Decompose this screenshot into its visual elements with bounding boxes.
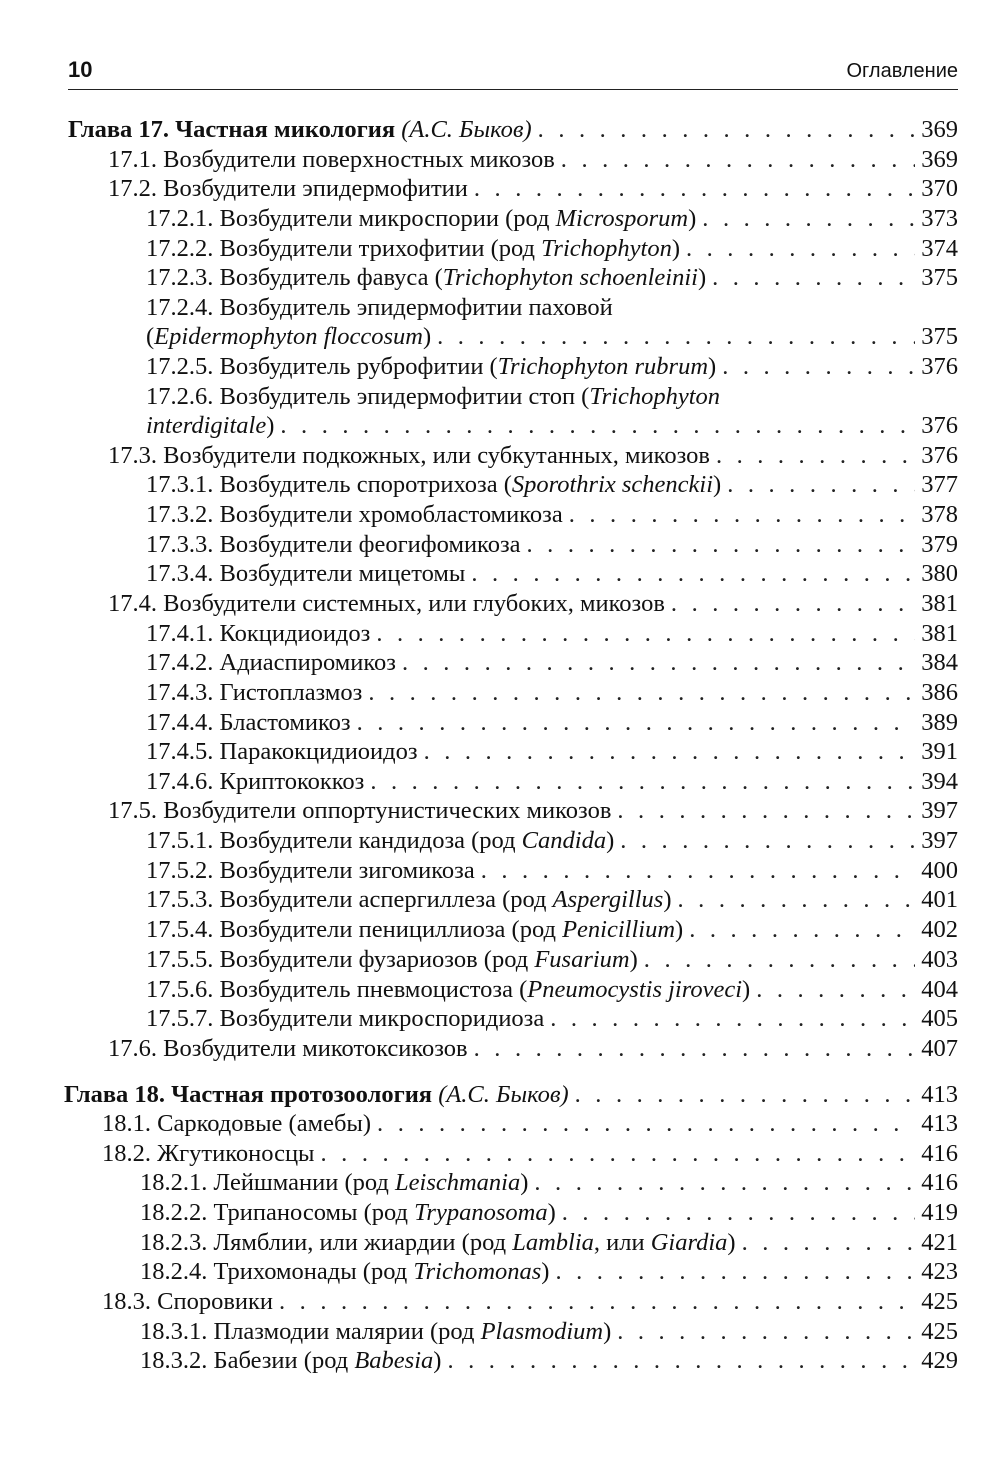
entry-title: 17.3.1. Возбудитель споротрихоза (Sporothrix schenckii): [146, 471, 722, 498]
entry-title: 17.2.2. Возбудители трихофитии (род Trichophyton): [146, 235, 680, 262]
toc-entry-line1[interactable]: [146, 383, 958, 413]
entry-title: 17.5.2. Возбудители зигомикоза: [146, 857, 475, 884]
dot-leader: [527, 531, 916, 559]
toc-entry[interactable]: [146, 471, 958, 501]
toc-entry-line2[interactable]: [146, 412, 958, 442]
toc-entry[interactable]: [140, 1169, 958, 1199]
page-ref: 400: [921, 857, 958, 884]
toc-entry[interactable]: [108, 175, 958, 205]
dot-leader: [756, 976, 915, 1004]
dot-leader: [280, 412, 915, 440]
dot-leader: [321, 1140, 916, 1168]
chapter-title: Глава 17. Частная микология: [68, 116, 396, 143]
toc-entry[interactable]: [146, 1005, 958, 1035]
page-ref: 402: [921, 916, 958, 943]
toc-entry[interactable]: [102, 1140, 958, 1170]
dot-leader: [644, 946, 915, 974]
toc-entry[interactable]: [140, 1318, 958, 1348]
toc-entry[interactable]: [102, 1110, 958, 1140]
toc-entry[interactable]: [146, 857, 958, 887]
entry-title: interdigitale): [146, 412, 275, 439]
dot-leader: [689, 916, 915, 944]
entry-title: 18.2.1. Лейшмании (род Leischmania): [140, 1169, 529, 1196]
entry-title: 18.2.2. Трипаносомы (род Trypanosoma): [140, 1199, 556, 1226]
page-ref: 381: [921, 620, 958, 647]
entry-title: 17.6. Возбудители микотоксикозов: [108, 1035, 468, 1062]
dot-leader: [686, 235, 915, 263]
page-ref: 373: [921, 205, 958, 232]
page-ref: 425: [921, 1288, 958, 1315]
dot-leader: [569, 501, 916, 529]
page-ref: 397: [921, 827, 958, 854]
dot-leader: [279, 1288, 915, 1316]
toc-entry[interactable]: [108, 146, 958, 176]
toc-entry[interactable]: [146, 916, 958, 946]
dot-leader: [742, 1229, 916, 1257]
dot-leader: [716, 442, 915, 470]
toc-entry[interactable]: [146, 946, 958, 976]
page-ref: 413: [921, 1081, 958, 1108]
dot-leader: [722, 353, 915, 381]
dot-leader: [437, 323, 915, 351]
dot-leader: [727, 471, 915, 499]
toc-entry[interactable]: [146, 738, 958, 768]
entry-title: 17.1. Возбудители поверхностных микозов: [108, 146, 555, 173]
dot-leader: [538, 116, 916, 144]
toc-entry[interactable]: [146, 976, 958, 1006]
toc-entry[interactable]: [146, 205, 958, 235]
page-ref: 384: [921, 649, 958, 676]
dot-leader: [424, 738, 916, 766]
dot-leader: [562, 1199, 916, 1227]
dot-leader: [702, 205, 915, 233]
toc-entry[interactable]: [146, 531, 958, 561]
page-ref: 386: [921, 679, 958, 706]
toc-entry[interactable]: [146, 768, 958, 798]
running-title: Оглавление: [846, 60, 958, 82]
dot-leader: [447, 1347, 915, 1375]
dot-leader: [620, 827, 915, 855]
page-ref: 391: [921, 738, 958, 765]
entry-title: 17.2.3. Возбудитель фавуса (Trichophyton schoenleinii): [146, 264, 707, 291]
dot-leader: [550, 1005, 915, 1033]
page-ref: 405: [921, 1005, 958, 1032]
toc-entry[interactable]: [146, 620, 958, 650]
page-ref: 429: [921, 1347, 958, 1374]
chapter-18-heading[interactable]: [64, 1081, 958, 1111]
page-ref: 380: [921, 560, 958, 587]
dot-leader: [368, 679, 915, 707]
page-ref: 419: [921, 1199, 958, 1226]
entry-title: 18.2. Жгутиконосцы: [102, 1140, 315, 1167]
page-ref: 376: [921, 442, 958, 469]
dot-leader: [617, 1318, 915, 1346]
toc-entry[interactable]: [146, 353, 958, 383]
toc-entry[interactable]: [108, 1035, 958, 1065]
chapter-title: Глава 18. Частная протозоология: [64, 1081, 433, 1108]
entry-title: 17.4.3. Гистоплазмоз: [146, 679, 363, 706]
entry-title: 17.5.1. Возбудители кандидоза (род Candida): [146, 827, 615, 854]
page-ref: 413: [921, 1110, 958, 1137]
dot-leader: [474, 1035, 916, 1063]
toc-entry[interactable]: [108, 797, 958, 827]
page-ref: 404: [921, 976, 958, 1003]
page-ref: 376: [921, 412, 958, 439]
toc-entry[interactable]: [146, 264, 958, 294]
entry-title: 18.3.1. Плазмодии малярии (род Plasmodium): [140, 1318, 612, 1345]
entry-title: 18.2.3. Лямблии, или жиардии (род Lamblia, или Giardia): [140, 1229, 736, 1256]
entry-title: 17.5.3. Возбудители аспергиллеза (род Aspergillus): [146, 886, 672, 913]
entry-title: 17.3. Возбудители подкожных, или субкутанных, микозов: [108, 442, 710, 469]
page-ref: 376: [921, 353, 958, 380]
entry-title: 17.4.1. Кокцидиоидоз: [146, 620, 371, 647]
entry-title: (Epidermophyton floccosum): [146, 323, 432, 350]
toc-entry[interactable]: [146, 501, 958, 531]
dot-leader: [474, 175, 915, 203]
toc-entry[interactable]: [146, 709, 958, 739]
toc-entry-line2[interactable]: [146, 323, 958, 353]
page-ref: 375: [921, 323, 958, 350]
entry-title: 17.3.2. Возбудители хромобластомикоза: [146, 501, 563, 528]
entry-title: 17.5.6. Возбудитель пневмоцистоза (Pneumocystis jiroveci): [146, 976, 751, 1003]
page-ref: 421: [921, 1229, 958, 1256]
toc-entry[interactable]: [108, 590, 958, 620]
dot-leader: [377, 1110, 915, 1138]
dot-leader: [575, 1081, 916, 1109]
page-ref: 397: [921, 797, 958, 824]
page-ref: 370: [921, 175, 958, 202]
entry-title: 17.5.5. Возбудители фузариозов (род Fusarium): [146, 946, 638, 973]
page-ref: 389: [921, 709, 958, 736]
toc-entry[interactable]: [140, 1258, 958, 1288]
entry-title: 17.2.1. Возбудители микроспории (род Microsporum): [146, 205, 697, 232]
entry-title: 17.5.4. Возбудители пенициллиоза (род Penicillium): [146, 916, 684, 943]
entry-title: 17.4.6. Криптококкоз: [146, 768, 365, 795]
page-ref: 403: [921, 946, 958, 973]
chapter-17-heading[interactable]: [68, 116, 958, 146]
entry-title: 17.4.4. Бластомикоз: [146, 709, 351, 736]
dot-leader: [471, 560, 915, 588]
dot-leader: [481, 857, 916, 885]
page-ref: 425: [921, 1318, 958, 1345]
page-number: 10: [68, 57, 93, 82]
dot-leader: [712, 264, 915, 292]
entry-title: 17.3.3. Возбудители феогифомикоза: [146, 531, 521, 558]
page-ref: 407: [921, 1035, 958, 1062]
dot-leader: [561, 146, 915, 174]
toc-entry[interactable]: [146, 886, 958, 916]
dot-leader: [376, 620, 915, 648]
entry-title: 17.5. Возбудители оппортунистических микозов: [108, 797, 612, 824]
entry-title: 17.4.5. Паракокцидиоидоз: [146, 738, 418, 765]
page-ref: 381: [921, 590, 958, 617]
chapter-author: (А.С. Быков): [438, 1081, 569, 1108]
page-ref: 416: [921, 1140, 958, 1167]
toc-entry[interactable]: [146, 827, 958, 857]
toc-entry[interactable]: [140, 1229, 958, 1259]
entry-title: 17.3.4. Возбудители мицетомы: [146, 560, 466, 587]
dot-leader: [370, 768, 915, 796]
page-ref: 375: [921, 264, 958, 291]
entry-title: 17.2.5. Возбудитель руброфитии (Trichophyton rubrum): [146, 353, 717, 380]
entry-title: 17.4.2. Адиаспиромикоз: [146, 649, 396, 676]
chapter-author: (А.С. Быков): [401, 116, 532, 143]
toc-entry[interactable]: [146, 679, 958, 709]
toc-entry[interactable]: [146, 560, 958, 590]
toc-entry[interactable]: [146, 235, 958, 265]
page-header: [68, 55, 958, 90]
entry-title: 17.2.4. Возбудитель эпидермофитии паховой: [146, 294, 613, 321]
page-ref: 377: [921, 471, 958, 498]
page-ref: 401: [921, 886, 958, 913]
entry-title: 18.3. Споровики: [102, 1288, 274, 1315]
dot-leader: [357, 709, 916, 737]
dot-leader: [671, 590, 915, 618]
toc-entry[interactable]: [140, 1347, 958, 1377]
page-ref: 416: [921, 1169, 958, 1196]
page-ref: 394: [921, 768, 958, 795]
entry-title: 17.4. Возбудители системных, или глубоких, микозов: [108, 590, 665, 617]
entry-title: 17.2.6. Возбудитель эпидермофитии стоп (Trichophyton: [146, 383, 721, 410]
entry-title: 18.3.2. Бабезии (род Babesia): [140, 1347, 442, 1374]
toc-entry[interactable]: [102, 1288, 958, 1318]
page-ref: 369: [921, 146, 958, 173]
toc-entry-line1[interactable]: [146, 294, 958, 324]
page-ref: 423: [921, 1258, 958, 1285]
entry-title: 17.2. Возбудители эпидермофитии: [108, 175, 468, 202]
entry-title: 17.5.7. Возбудители микроспоридиоза: [146, 1005, 545, 1032]
dot-leader: [678, 886, 916, 914]
page-ref: 379: [921, 531, 958, 558]
toc-entry[interactable]: [140, 1199, 958, 1229]
page-ref: 374: [921, 235, 958, 262]
toc-entry[interactable]: [146, 649, 958, 679]
dot-leader: [555, 1258, 915, 1286]
dot-leader: [617, 797, 915, 825]
page-ref: 369: [921, 116, 958, 143]
entry-title: 18.1. Саркодовые (амебы): [102, 1110, 372, 1137]
dot-leader: [534, 1169, 915, 1197]
page-ref: 378: [921, 501, 958, 528]
dot-leader: [402, 649, 915, 677]
entry-title: 18.2.4. Трихомонады (род Trichomonas): [140, 1258, 550, 1285]
toc-entry[interactable]: [108, 442, 958, 472]
